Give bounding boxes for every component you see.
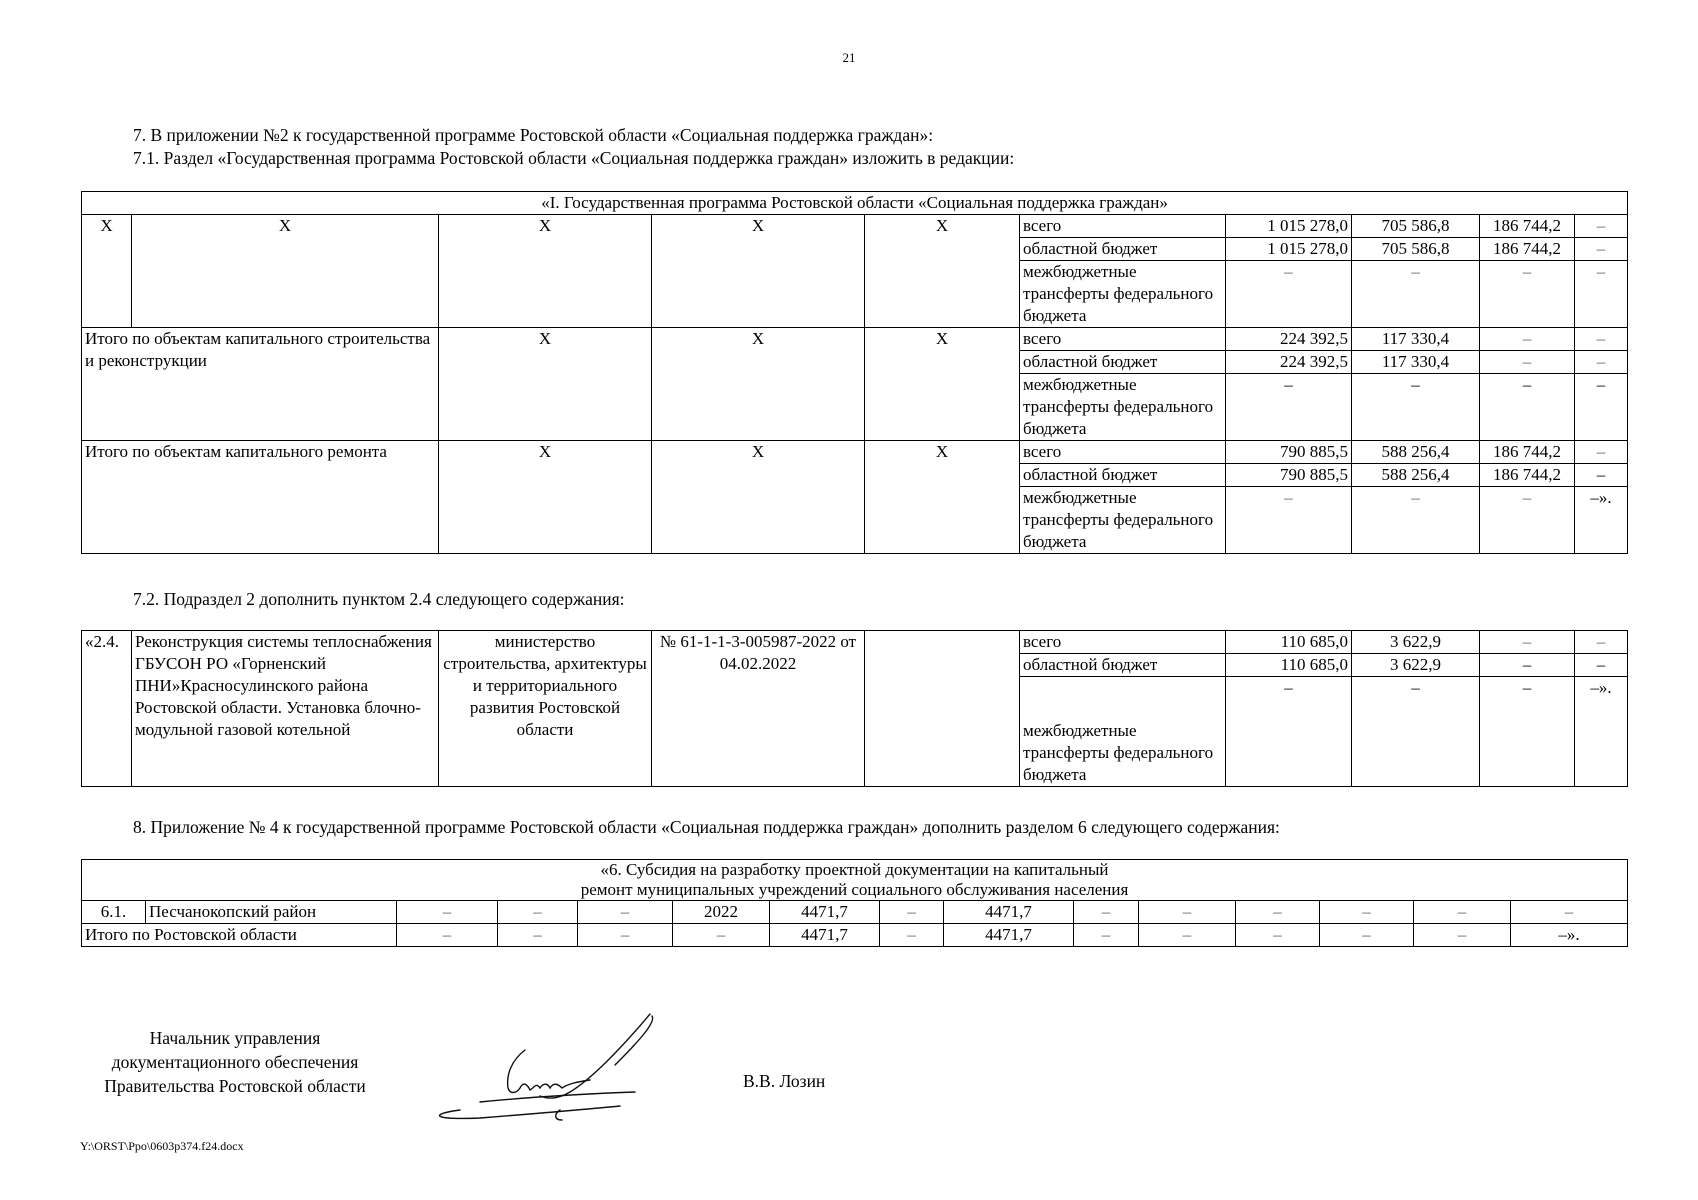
label-transfers: межбюджетные трансферты федерального бюджета	[1020, 261, 1226, 328]
subsidy-cell: –	[1074, 924, 1139, 947]
group-name: Итого по объектам капитального строительства и реконструкции	[82, 328, 439, 441]
value-cell: –	[1480, 328, 1575, 351]
subsidy-cell: –	[1139, 924, 1236, 947]
value-cell: 705 586,8	[1352, 215, 1480, 238]
subsidy-title-line2: ремонт муниципальных учреждений социального обслуживания населения	[580, 880, 1129, 899]
row-name: Песчанокопский район	[146, 901, 397, 924]
x-mark: Х	[439, 328, 652, 441]
value-cell: –	[1575, 351, 1628, 374]
label-total: всего	[1020, 441, 1226, 464]
subsidy-cell: 4471,7	[944, 901, 1074, 924]
signatory-position	[70, 1026, 400, 1098]
value-cell: –	[1480, 351, 1575, 374]
value-cell: 110 685,0	[1226, 631, 1352, 654]
label-regional: областной бюджет	[1020, 238, 1226, 261]
value-cell: 186 744,2	[1480, 238, 1575, 261]
item-table	[81, 630, 1628, 787]
value-cell: –	[1480, 374, 1575, 441]
value-cell: 3 622,9	[1352, 631, 1480, 654]
subsidy-cell: –	[498, 901, 578, 924]
value-cell: –	[1352, 677, 1480, 787]
label-transfers: межбюджетные трансферты федерального бюджета	[1020, 374, 1226, 441]
total-name: Итого по Ростовской области	[82, 924, 397, 947]
subsidy-cell: –	[397, 924, 498, 947]
paragraph-7-1: 7.1. Раздел «Государственная программа Ростовской области «Социальная поддержка граждан» изложить в редакции:	[133, 148, 1015, 168]
value-cell: 790 885,5	[1226, 464, 1352, 487]
subsidy-table	[81, 859, 1628, 947]
label-total: всего	[1020, 631, 1226, 654]
label-total: всего	[1020, 215, 1226, 238]
subsidy-title	[82, 860, 1628, 901]
row-number: 6.1.	[82, 901, 146, 924]
item-organization: министерство строительства, архитектуры и территориального развития Ростовской области	[439, 631, 652, 787]
subsidy-cell: –	[1236, 924, 1320, 947]
subsidy-cell: –	[578, 901, 673, 924]
value-cell: 117 330,4	[1352, 328, 1480, 351]
value-cell: 1 015 278,0	[1226, 215, 1352, 238]
value-cell: –	[1575, 654, 1628, 677]
x-mark: Х	[652, 441, 865, 554]
x-mark: Х	[439, 441, 652, 554]
item-number: «2.4.	[82, 631, 132, 787]
paragraph-8: 8. Приложение № 4 к государственной программе Ростовской области «Социальная поддержка граждан» дополнить разделом 6 следующего содержания:	[133, 817, 1280, 837]
label-transfers: межбюджетные трансферты федерального бюджета	[1020, 487, 1226, 554]
subsidy-cell: –	[1074, 901, 1139, 924]
label-regional: областной бюджет	[1020, 351, 1226, 374]
label-transfers: межбюджетные трансферты федерального бюджета	[1020, 677, 1226, 787]
label-regional: областной бюджет	[1020, 654, 1226, 677]
value-cell: –	[1575, 441, 1628, 464]
label-total: всего	[1020, 328, 1226, 351]
subsidy-cell: –	[1320, 924, 1414, 947]
subsidy-cell: –	[1236, 901, 1320, 924]
group-name: Итого по объектам капитального ремонта	[82, 441, 439, 554]
empty-cell	[865, 631, 1020, 787]
value-cell: –	[1352, 261, 1480, 328]
value-cell: 186 744,2	[1480, 215, 1575, 238]
value-cell: –	[1575, 215, 1628, 238]
subsidy-cell: –	[498, 924, 578, 947]
subsidy-cell: –».	[1511, 924, 1628, 947]
value-cell: –	[1226, 677, 1352, 787]
position-line-3: Правительства Ростовской области	[104, 1076, 366, 1096]
value-cell: 110 685,0	[1226, 654, 1352, 677]
value-cell: 588 256,4	[1352, 464, 1480, 487]
file-path: Y:\ORST\Ppo\0603p374.f24.docx	[80, 1139, 244, 1153]
subsidy-cell: –	[673, 924, 770, 947]
subsidy-cell: –	[1320, 901, 1414, 924]
handwritten-signature	[420, 1010, 670, 1130]
item-name: Реконструкция системы теплоснабжения ГБУСОН РО «Горненский ПНИ»Красносулинского района Ростовской области. Установка блочно-модульной газовой котельной	[132, 631, 439, 787]
value-cell: 705 586,8	[1352, 238, 1480, 261]
program-table	[81, 191, 1628, 554]
value-cell: 1 015 278,0	[1226, 238, 1352, 261]
value-cell: 186 744,2	[1480, 464, 1575, 487]
value-cell: 186 744,2	[1480, 441, 1575, 464]
value-cell: –	[1480, 261, 1575, 328]
subsidy-cell: –	[880, 924, 944, 947]
subsidy-cell: 4471,7	[944, 924, 1074, 947]
position-line-2: документационного обеспечения	[111, 1052, 359, 1072]
position-line-1: Начальник управления	[149, 1028, 321, 1048]
value-cell: –	[1575, 261, 1628, 328]
value-cell: –	[1575, 374, 1628, 441]
value-cell: –	[1575, 464, 1628, 487]
subsidy-cell: –	[578, 924, 673, 947]
value-cell: –	[1480, 677, 1575, 787]
subsidy-cell: –	[880, 901, 944, 924]
x-mark: Х	[652, 215, 865, 328]
value-cell: –	[1226, 261, 1352, 328]
item-document: № 61-1-1-3-005987-2022 от 04.02.2022	[652, 631, 865, 787]
subsidy-title-line1: «6. Субсидия на разработку проектной документации на капитальный	[600, 860, 1109, 879]
value-cell: –	[1480, 487, 1575, 554]
value-cell: 224 392,5	[1226, 351, 1352, 374]
x-mark: Х	[439, 215, 652, 328]
label-regional: областной бюджет	[1020, 464, 1226, 487]
subsidy-cell: –	[1414, 901, 1511, 924]
value-cell: –	[1352, 487, 1480, 554]
subsidy-cell: –	[1511, 901, 1628, 924]
value-cell: –	[1575, 238, 1628, 261]
value-cell: 224 392,5	[1226, 328, 1352, 351]
page-number: 21	[842, 50, 856, 65]
subsidy-cell: –	[1139, 901, 1236, 924]
subsidy-cell: 4471,7	[770, 924, 880, 947]
value-cell: –	[1352, 374, 1480, 441]
value-cell: 3 622,9	[1352, 654, 1480, 677]
signatory-name: В.В. Лозин	[743, 1071, 826, 1091]
subsidy-cell: –	[397, 901, 498, 924]
x-mark: Х	[82, 215, 132, 328]
subsidy-cell: –	[1414, 924, 1511, 947]
subsidy-cell: 2022	[673, 901, 770, 924]
value-cell: –	[1575, 631, 1628, 654]
value-cell: –	[1480, 631, 1575, 654]
subsidy-cell: 4471,7	[770, 901, 880, 924]
value-cell: –	[1480, 654, 1575, 677]
value-cell: 790 885,5	[1226, 441, 1352, 464]
value-cell: –».	[1575, 677, 1628, 787]
value-cell: –	[1226, 487, 1352, 554]
program-title: «I. Государственная программа Ростовской области «Социальная поддержка граждан»	[82, 192, 1628, 215]
paragraph-7: 7. В приложении №2 к государственной программе Ростовской области «Социальная поддержка граждан»:	[133, 125, 934, 145]
x-mark: Х	[132, 215, 439, 328]
value-cell: –	[1226, 374, 1352, 441]
x-mark: Х	[652, 328, 865, 441]
x-mark: Х	[865, 441, 1020, 554]
x-mark: Х	[865, 328, 1020, 441]
value-cell: –	[1575, 328, 1628, 351]
paragraph-7-2: 7.2. Подраздел 2 дополнить пунктом 2.4 следующего содержания:	[133, 589, 625, 609]
value-cell: 588 256,4	[1352, 441, 1480, 464]
value-cell: 117 330,4	[1352, 351, 1480, 374]
value-cell: –».	[1575, 487, 1628, 554]
x-mark: Х	[865, 215, 1020, 328]
